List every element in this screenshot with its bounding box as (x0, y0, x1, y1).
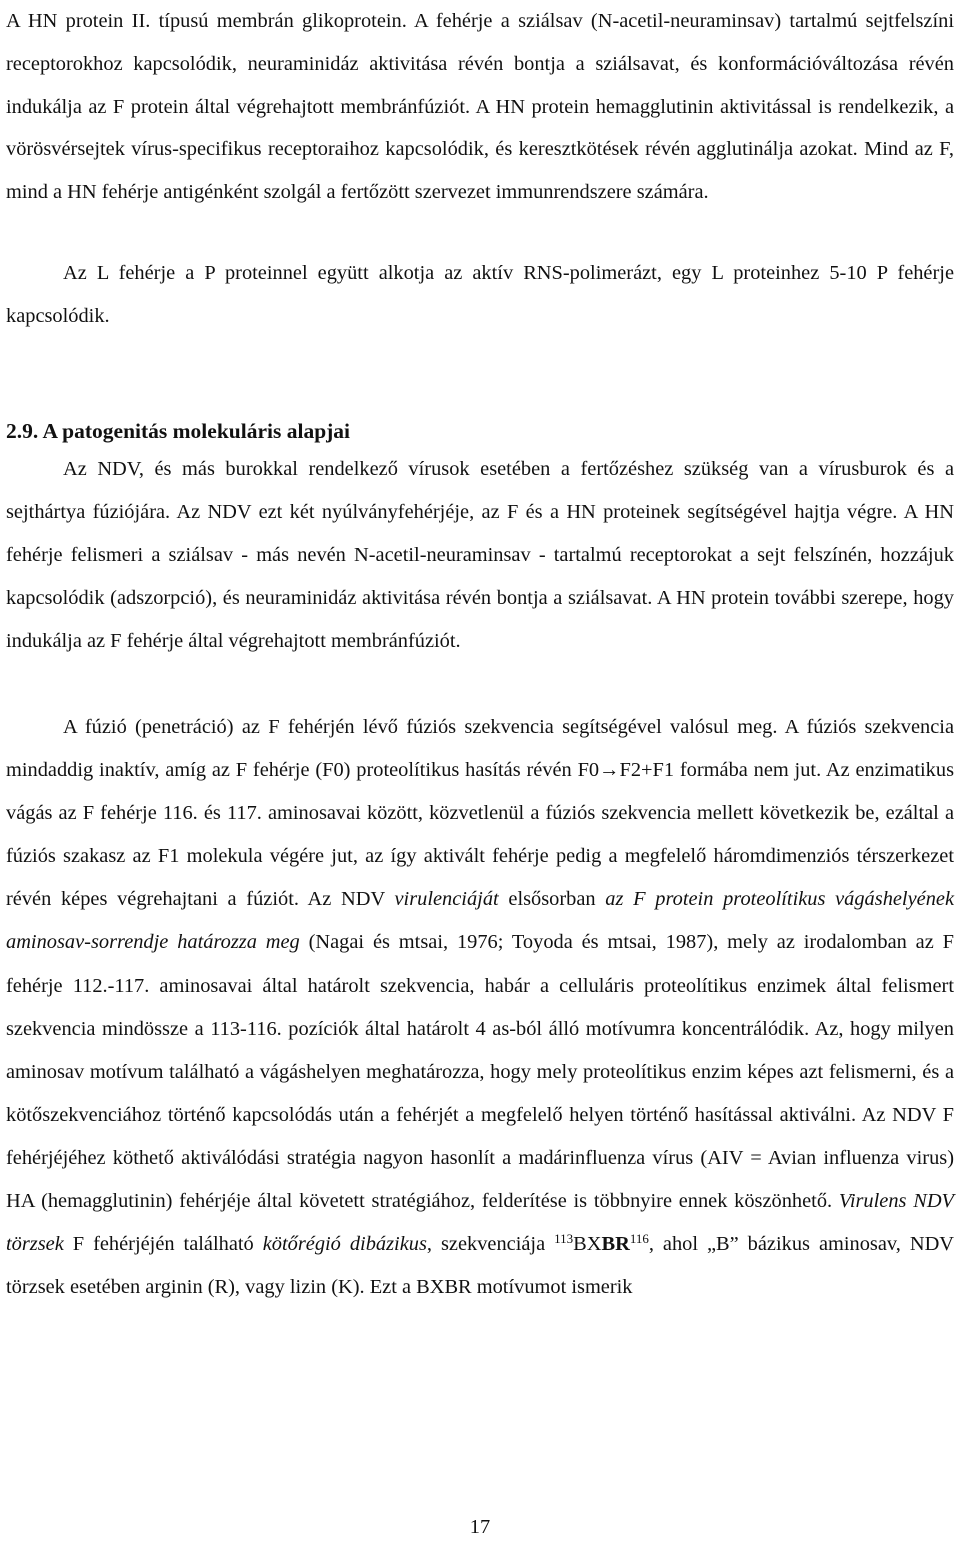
text-run: , szekvenciája (426, 1233, 555, 1256)
paragraph-hn-protein: A HN protein II. típusú membrán glikoprotein. A fehérje a sziálsav (N-acetil-neuraminsav) tartalmú sejtfelszíni receptorokhoz kapcsolódik, neuraminidáz aktivitása révén bontja a sziálsavat, és konformációváltozása révén indukálja az F protein által végrehajtott membránfúziót. A HN protein hemagglutinin aktivitással is rendelkezik, a vörösvérsejtek vírus-specifikus receptoraihoz kapcsolódik, és keresztkötések révén agglutinálja azokat. Mind az F, mind a HN fehérje antigénként szolgál a fertőzött szervezet immunrendszere számára. (6, 10, 954, 204)
superscript-start: 113 (554, 1230, 574, 1246)
motif-bold: BR (601, 1233, 630, 1256)
section-heading: 2.9. A patogenitás molekuláris alapjai (6, 419, 351, 443)
text-run: A fúzió (penetráció) az F fehérjén lévő fúziós szekvencia segítségével valósul meg. A fúziós szekvencia mindaddig inaktív, amíg az F fehérje (F0) proteolítikus hasítás révén F0→F2+F1 formába nem jut. Az enzimatikus vágás az F fehérje 116. és 117. aminosavai között, közvetlenül a fúziós szekvencia mellett következik be, ezáltal a fúziós szakasz az F1 molekula végére jut, az így aktivált fehérje pedig a megfelelő háromdimenziós térszerkezet révén képes végrehajtani a fúziót. Az NDV (6, 716, 954, 911)
paragraph-fusion-sequence (6, 706, 954, 1309)
italic-run: Virulens NDV törzsek (6, 1190, 954, 1256)
text-run: (Nagai és mtsai, 1976; Toyoda és mtsai, 1987), mely az irodalomban az F fehérje 112.-117. aminosavai által határolt szekvencia, habár a celluláris proteolítikus enzimek által felismert szekvencia mindössze a 113-116. pozíciók által határolt 4 as-ból álló motívumra koncentrálódik. Az, hogy milyen aminosav motívum található a vágáshelyen meghatározza, hogy mely proteolítikus enzim képes azt felismerni, és a kötőszekvenciához történő kapcsolódás után a fehérjét a megfelelő helyen történő hasítással aktiválni. Az NDV F fehérjéjéhez köthető aktiválódási stratégia nagyon hasonlít a madárinfluenza vírus (AIV = Avian influenza virus) HA (hemagglutinin) fehérjéje által követett stratégiához, felderítése is többnyire ennek köszönhető. (6, 931, 954, 1213)
motif-text: BX (573, 1233, 602, 1256)
italic-run: az F protein proteolítikus vágáshelyének aminosav-sorrendje határozza meg (6, 888, 954, 954)
italic-run: virulenciáját (394, 888, 499, 911)
text-run: elsősorban (498, 888, 606, 911)
paragraph-l-protein: Az L fehérje a P proteinnel együtt alkotja az aktív RNS-polimerázt, egy L proteinhez 5-10 P fehérje kapcsolódik. (6, 262, 954, 327)
superscript-end: 116 (629, 1230, 649, 1246)
paragraph-ndv-fusion: Az NDV, és más burokkal rendelkező vírusok esetében a fertőzéshez szükség van a vírusburok és a sejthártya fúziójára. Az NDV ezt két nyúlványfehérjéje, az F és a HN proteinek segítségével hajtja végre. A HN fehérje felismeri a sziálsav - más nevén N-acetil-neuraminsav - tartalmú receptorokat a sejt felszínén, hozzájuk kapcsolódik (adszorpció), és neuraminidáz aktivitása révén bontja a sziálsavat. A HN protein további szerepe, hogy indukálja az F fehérje által végrehajtott membránfúziót. (6, 458, 954, 653)
text-run: , ahol „B” bázikus aminosav, NDV törzsek esetében arginin (R), vagy lizin (K). Ezt a BXBR motívumot ismerik (6, 1233, 955, 1299)
text-run: F fehérjéjén található (63, 1233, 263, 1256)
page-number: 17 (469, 1516, 491, 1538)
italic-run: kötőrégió dibázikus (262, 1233, 427, 1256)
